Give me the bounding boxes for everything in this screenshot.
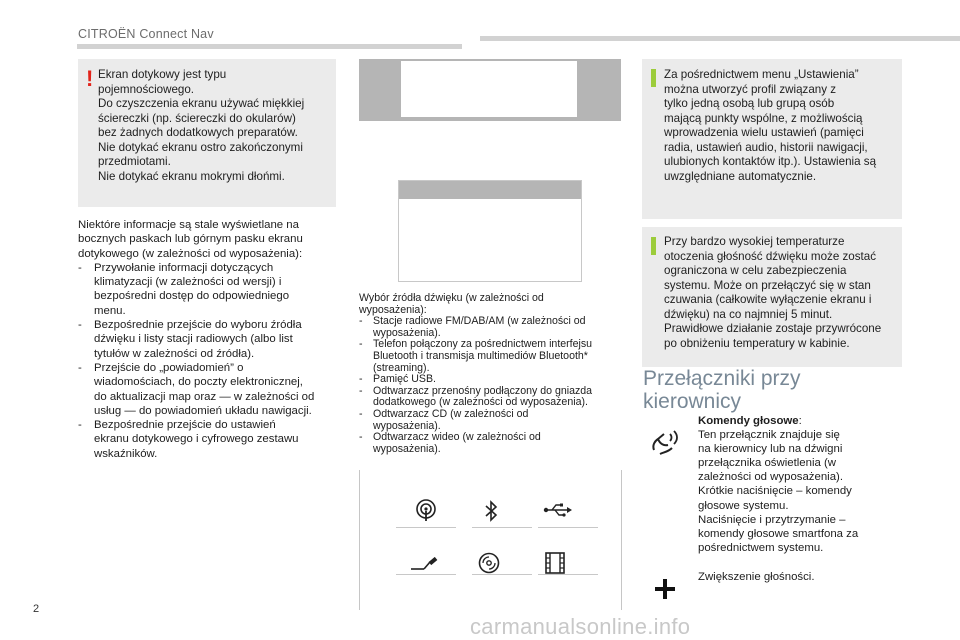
list-dash: - [78, 261, 82, 274]
info-line: ograniczona w celu zabezpieczenia [664, 264, 847, 277]
intro-line: dotykowego (w zależności od wyposażenia): [78, 247, 303, 260]
list-dash: - [359, 315, 363, 328]
info-list [78, 261, 340, 461]
header-rule-left [77, 44, 462, 49]
list-item [78, 418, 340, 461]
list-line: ekranu dotykowego i cyfrowego zestawu [94, 433, 299, 446]
source-item [359, 374, 629, 386]
list-line: usług — do powiadomień układu nawigacji. [94, 404, 312, 417]
radio-icon [415, 499, 437, 521]
screen-illustration-bottom [398, 180, 582, 282]
video-icon [545, 552, 565, 574]
source-line: Odtwarzacz CD (w zależności od [373, 407, 529, 420]
warning-line: Do czyszczenia ekranu używać miękkiej [98, 97, 305, 110]
info-icon [651, 69, 656, 87]
info-line: czuwania (całkowite wyłączenie ekranu i [664, 293, 872, 306]
info-line: Prawidłowe działanie zostaje przywrócone [664, 322, 882, 335]
list-dash: - [78, 319, 82, 332]
list-line: wskaźników. [94, 447, 158, 460]
warning-text [98, 68, 332, 184]
source-line: Telefon połączony za pośrednictwem interfejsu [373, 338, 593, 351]
list-line: wiadomościach, do poczty elektronicznej, [94, 376, 303, 389]
plus-icon [654, 578, 676, 600]
icon-underline [472, 574, 532, 575]
sources-intro-line: Wybór źródła dźwięku (w zależności od [359, 292, 544, 304]
info-line: można utworzyć profil związany z [664, 82, 837, 96]
voice-line: Ten przełącznik znajduje się [698, 429, 840, 442]
section-title [643, 367, 801, 413]
source-item [359, 432, 629, 455]
list-dash: - [359, 431, 363, 444]
source-line: Bluetooth i transmisja multimediów Bluetooth* [373, 349, 588, 362]
list-line: do aktualizacji map oraz — w zależności od [94, 390, 315, 403]
sources-intro-line: wyposażenia): [359, 303, 427, 316]
warning-line: bez żadnych dodatkowych preparatów. [98, 126, 298, 139]
source-item [359, 316, 629, 339]
voice-line: komendy głosowe smartfona za [698, 527, 859, 540]
voice-command-title: Komendy głosowe [698, 415, 799, 427]
icon-underline [396, 574, 456, 575]
voice-line: pośrednictwem systemu. [698, 541, 824, 554]
info-line: ulubionych kontaktów itp.). Ustawienia są [664, 155, 877, 168]
sources-list [359, 316, 629, 455]
voice-line: na kierownicy lub na dźwigni [698, 443, 843, 456]
source-line: Odtwarzacz wideo (w zależności od [373, 431, 541, 444]
icon-underline [396, 527, 456, 528]
warning-line: ściereczki (np. ściereczki do okularów) [98, 111, 296, 125]
source-line: wyposażenia). [373, 326, 441, 339]
screen-illustration-display [401, 61, 577, 117]
section-title-line: kierownicy [643, 390, 742, 413]
list-dash: - [359, 384, 363, 397]
warning-line: pojemnościowego. [98, 82, 195, 96]
info-line: tylko jedną osobą lub grupą osób [664, 97, 835, 110]
info-text [664, 235, 900, 351]
source-line: Odtwarzacz przenośny podłączony do gniazda [373, 384, 593, 397]
info-line: radia, ustawień audio, historii nawigacji, [664, 140, 868, 154]
bluetooth-icon [484, 500, 498, 522]
volume-up-text: Zwiększenie głośności. [698, 571, 815, 583]
list-line: menu. [94, 304, 126, 317]
icon-underline [472, 527, 532, 528]
list-item [78, 261, 340, 318]
info-box-profiles [642, 59, 902, 219]
sources-text [359, 293, 629, 455]
voice-line: zależności od wyposażenia). [698, 471, 843, 484]
list-dash: - [359, 338, 363, 351]
source-line: dodatkowego (w zależności od wyposażenia). [373, 396, 588, 409]
source-line: (streaming). [373, 361, 430, 374]
left-body [78, 218, 340, 461]
list-line: Przejście do „powiadomień” o [94, 361, 244, 374]
voice-command-text [698, 414, 908, 555]
watermark: carmanualsonline.info [470, 614, 691, 639]
voice-line: przełącznika oświetlenia (w [698, 457, 837, 470]
page-header-title: CITROËN Connect Nav [78, 27, 214, 41]
list-dash: - [78, 361, 82, 374]
icon-underline [538, 574, 598, 575]
header-rule-right [480, 36, 960, 41]
usb-icon [543, 502, 573, 518]
info-text [664, 68, 900, 184]
cd-icon [478, 552, 500, 574]
intro-line: Niektóre informacje są stale wyświetlane na [78, 219, 299, 231]
list-line: Przywołanie informacji dotyczących [94, 261, 274, 274]
info-line: dźwięku) na co najmniej 5 minut. [664, 307, 833, 321]
source-line: Pamięć USB. [373, 373, 436, 386]
source-line: Stacje radiowe FM/DAB/AM (w zależności od [373, 315, 586, 328]
list-dash: - [78, 419, 82, 432]
screen-illustration-topbar [399, 181, 581, 199]
source-line: wyposażenia). [373, 419, 441, 432]
info-line: uwzględniane automatycznie. [664, 169, 817, 183]
source-item [359, 409, 629, 432]
page-number: 2 [33, 603, 40, 615]
warning-line: Nie dotykać ekranu ostro zakończonymi [98, 140, 303, 154]
warning-line: Ekran dotykowy jest typu [98, 68, 227, 81]
list-line: Bezpośrednie przejście do wyboru źródła [94, 319, 302, 332]
warning-icon: ! [86, 66, 94, 91]
info-line: systemu. Może on przełączyć się w stan [664, 278, 871, 292]
icon-underline [538, 527, 598, 528]
source-item [359, 339, 629, 374]
info-box-temperature [642, 227, 902, 367]
warning-line: Nie dotykać ekranu mokrymi dłońmi. [98, 169, 285, 183]
section-title-line: Przełączniki przy [643, 367, 801, 390]
voice-line: głosowe systemu. [698, 499, 789, 512]
info-line: po obniżeniu temperatury w kabinie. [664, 336, 850, 350]
list-line: dźwięku i listy stacji radiowych (albo list [94, 333, 293, 346]
list-line: tytułów w zależności od źródła). [94, 347, 255, 360]
screen-illustration-top [359, 59, 621, 121]
warning-line: przedmiotami. [98, 155, 171, 168]
list-dash: - [359, 407, 363, 420]
list-line: klimatyzacji (w zależności od wersji) i [94, 276, 282, 289]
source-item [359, 386, 629, 409]
info-line: wprowadzenia wielu ustawień (pamięci [664, 126, 864, 139]
info-icon [651, 237, 656, 255]
aux-jack-icon [410, 557, 440, 571]
info-line: Za pośrednictwem menu „Ustawienia” [664, 68, 859, 81]
info-line: otoczenia głośność dźwięku może zostać [664, 249, 877, 263]
voice-line: Naciśnięcie i przytrzymanie – [698, 513, 846, 526]
source-line: wyposażenia). [373, 442, 441, 455]
voice-command-title-suffix: : [798, 415, 802, 427]
source-icon-panel [360, 470, 621, 610]
list-item [78, 361, 340, 418]
info-line: Przy bardzo wysokiej temperaturze [664, 235, 845, 248]
list-item [78, 318, 340, 361]
voice-command-title-line [698, 414, 908, 428]
icon-panel-right-border [621, 470, 622, 610]
info-line: mającą punkty wspólne, z możliwością [664, 111, 863, 125]
intro-line: bocznych paskach lub górnym pasku ekranu [78, 233, 303, 246]
voice-line: Krótkie naciśnięcie – komendy [698, 485, 852, 498]
list-line: bezpośredni dostęp do odpowiedniego [94, 290, 290, 303]
list-line: Bezpośrednie przejście do ustawień [94, 419, 276, 432]
list-dash: - [359, 373, 363, 386]
voice-command-icon [646, 420, 686, 460]
warning-box [78, 59, 336, 207]
